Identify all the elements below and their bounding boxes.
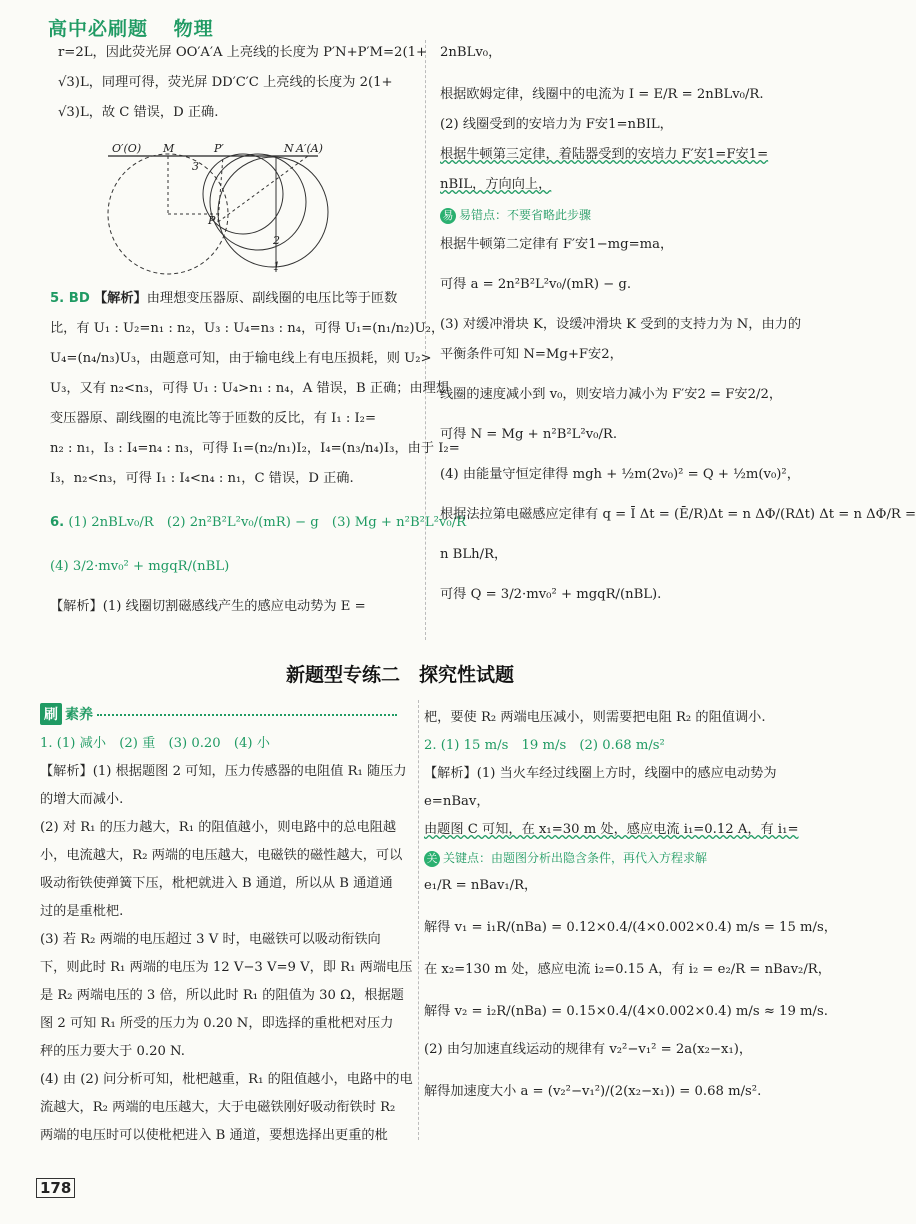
label-p1: P′ xyxy=(214,142,224,155)
text-line: 两端的电压时可以使枇杷进入 B 通道，要想选择出更重的枇 xyxy=(40,1128,388,1143)
right-top-column xyxy=(440,38,916,610)
text-line: 秤的压力要大于 0.20 N. xyxy=(40,1044,185,1059)
text-line: I₃，n₂<n₃，可得 I₁ : I₄<n₄ : n₁，C 错误，D 正确. xyxy=(50,471,354,486)
tip-text: 易错点：不要省略此步骤 xyxy=(459,208,592,222)
label-m: M xyxy=(163,142,175,155)
text-line: 根据欧姆定律，线圈中的电流为 I = E/R = 2nBLv₀/R. xyxy=(440,87,764,102)
orbit-circle-1 xyxy=(218,157,328,267)
text-line: 解得加速度大小 a = (v₂²−v₁²)/(2(x₂−x₁)) = 0.68 m/s². xyxy=(424,1084,762,1099)
label-2: 2 xyxy=(273,234,280,247)
tip-text: 关键点：由题图分析出隐含条件，再代入方程求解 xyxy=(443,851,708,865)
text-line: U₃，又有 n₂<n₃，可得 U₁ : U₄>n₁ : n₄，A 错误，B 正确；由理想 xyxy=(50,381,450,396)
column-divider xyxy=(425,40,426,640)
text-line: 图 2 可知 R₁ 所受的压力为 0.20 N，即选择的重枇杷对压力 xyxy=(40,1016,394,1031)
q6-answers-line xyxy=(50,508,467,538)
dotted-rule xyxy=(97,714,397,716)
text-line: 可得 a = 2n²B²L²v₀/(mR) − g. xyxy=(440,277,632,292)
text-line: 过的是重枇杷. xyxy=(40,904,124,919)
text-line: n BLh/R， xyxy=(440,547,508,562)
subject-title: 物理 xyxy=(173,18,214,40)
text-line: (4) 由能量守恒定律得 mgh + ½m(2v₀)² = Q + ½m(v₀)²， xyxy=(440,467,800,482)
text-line: 根据法拉第电磁感应定律有 q = Ī Δt = (Ē/R)Δt = n ΔΦ/(RΔt) Δt = n ΔΦ/R = xyxy=(440,507,916,522)
text-line: 解得 v₁ = i₁R/(nBa) = 0.12×0.4/(4×0.002×0.4) m/s = 15 m/s， xyxy=(424,920,837,935)
question-5-block xyxy=(50,284,467,622)
text-line: 平衡条件可知 N=Mg+F安2， xyxy=(440,347,623,362)
text-line: 是 R₂ 两端电压的 3 倍，所以此时 R₁ 的阻值为 30 Ω，根据题 xyxy=(40,988,404,1003)
label-3: 3 xyxy=(192,160,199,173)
label-n: N xyxy=(284,142,294,155)
text-line: e₁/R = nBav₁/R， xyxy=(424,878,538,893)
text-line: √3)L，同理可得，荧光屏 DD′C′C 上亮线的长度为 2(1+ xyxy=(58,75,393,90)
wavy-highlight-line: nBIL，方向向上， xyxy=(440,177,552,192)
text-line: 下，则此时 R₁ 两端的电压为 12 V−3 V=9 V，即 R₁ 两端电压 xyxy=(40,960,413,975)
text-line: (2) 对 R₁ 的压力越大，R₁ 的阻值越小，则电路中的总电阻越 xyxy=(40,820,397,835)
text-line: 2nBLv₀， xyxy=(440,45,502,60)
text-line: (3) 对缓冲滑块 K，设缓冲滑块 K 受到的支持力为 N，由力的 xyxy=(440,317,802,332)
text-line: 根据牛顿第二定律有 F′安1−mg=ma， xyxy=(440,237,674,252)
text-line: 可得 Q = 3/2·mv₀² + mgqR/(nBL). xyxy=(440,587,662,602)
text-line: 小，电流越大，R₂ 两端的电压越大，电磁铁的磁性越大，可以 xyxy=(40,848,403,863)
text-line: 【解析】(1) 根据题图 2 可知，压力传感器的电阻值 R₁ 随压力 xyxy=(40,764,407,779)
text-line: (3) 若 R₂ 两端的电压超过 3 V 时，电磁铁可以吸动衔铁向 xyxy=(40,932,381,947)
label-1: 1 xyxy=(273,260,280,273)
section-title: 新题型专练二 探究性试题 xyxy=(285,664,514,686)
column-divider xyxy=(418,700,419,1140)
wavy-highlight-line: 由题图 C 可知，在 x₁=30 m 处，感应电流 i₁=0.12 A，有 i₁= xyxy=(424,822,799,837)
text-line: r=2L，因此荧光屏 OO′A′A 上亮线的长度为 P′N+P′M=2(1+ xyxy=(58,45,428,60)
answer-line: 2. (1) 15 m/s 19 m/s (2) 0.68 m/s² xyxy=(424,738,665,753)
tip-icon: 易 xyxy=(440,208,456,224)
key-icon: 关 xyxy=(424,851,440,867)
text-line: 吸动衔铁使弹簧下压，枇杷就进入 B 通道，所以从 B 通道通 xyxy=(40,876,393,891)
text-line: (2) 由匀加速直线运动的规律有 v₂²−v₁² = 2a(x₂−x₁)， xyxy=(424,1042,753,1057)
left-bottom-column xyxy=(40,730,412,1150)
text-line: 线圈的速度减小到 v₀，则安培力减小为 F′安2 = F安2/2， xyxy=(440,387,783,402)
text-line: (4) 由 (2) 问分析可知，枇杷越重，R₁ 的阻值越小，电路中的电 xyxy=(40,1072,413,1087)
answers: (1) 2nBLv₀/R (2) 2n²B²L²v₀/(mR) − g (3) Mg + n²B²L²v₀/R xyxy=(68,515,467,530)
left-top-column xyxy=(58,38,428,128)
badge-label: 刷 xyxy=(40,703,62,725)
analysis-tag: 【解析】 xyxy=(93,291,147,306)
question-number: 6. xyxy=(50,515,65,530)
text-line: 解得 v₂ = i₂R/(nBa) = 0.15×0.4/(4×0.002×0.4) m/s ≈ 19 m/s. xyxy=(424,1004,828,1019)
text-span: 由理想变压器原、副线圈的电压比等于匝数 xyxy=(146,291,398,306)
label-o: O′(O) xyxy=(112,142,142,155)
text-line: 【解析】(1) 线圈切割磁感线产生的感应电动势为 E = xyxy=(50,599,366,614)
text-line: 比，有 U₁ : U₂=n₁ : n₂，U₃ : U₄=n₃ : n₄，可得 U₁=(n₁/n₂)U₂， xyxy=(50,321,445,336)
text-line: 在 x₂=130 m 处，感应电流 i₂=0.15 A，有 i₂ = e₂/R = nBav₂/R， xyxy=(424,962,831,977)
dashed-line xyxy=(218,156,308,222)
trajectory-figure xyxy=(108,142,323,277)
text-line: (2) 线圈受到的安培力为 F安1=nBIL， xyxy=(440,117,673,132)
question-number: 5. BD xyxy=(50,291,90,306)
text-line: U₄=(n₄/n₃)U₃，由题意可知，由于输电线上有电压损耗，则 U₂> xyxy=(50,351,432,366)
label-a: A′(A) xyxy=(296,142,323,155)
wavy-highlight-line: 根据牛顿第三定律，着陆器受到的安培力 F′安1=F安1= xyxy=(440,147,769,162)
text-line: 可得 N = Mg + n²B²L²v₀/R. xyxy=(440,427,618,442)
section-badge xyxy=(40,703,397,725)
text-line xyxy=(50,284,416,314)
answer-line: 1. (1) 减小 (2) 重 (3) 0.20 (4) 小 xyxy=(40,736,270,751)
text-line: 杷，要使 R₂ 两端电压减小，则需要把电阻 R₂ 的阻值调小. xyxy=(424,710,766,725)
book-title: 高中必刷题 xyxy=(48,18,149,40)
tip-line xyxy=(440,200,780,230)
text-line: 的增大而减小. xyxy=(40,792,124,807)
q6-answers-line-2: (4) 3/2·mv₀² + mgqR/(nBL) xyxy=(50,559,230,574)
right-bottom-column xyxy=(424,704,837,1106)
text-line: 流越大，R₂ 两端的电压越大，大于电磁铁刚好吸动衔铁时 R₂ xyxy=(40,1100,396,1115)
text-line: n₂ : n₁，I₃ : I₄=n₄ : n₃，可得 I₁=(n₂/n₁)I₂，I₄=(n₃/n₄)I₃，由于 I₂= xyxy=(50,441,460,456)
tip-line xyxy=(424,844,784,872)
text-line: 【解析】(1) 当火车经过线圈上方时，线圈中的感应电动势为 xyxy=(424,766,777,781)
text-line: e=nBav， xyxy=(424,794,490,809)
text-line: 变压器原、副线圈的电流比等于匝数的反比，有 I₁ : I₂= xyxy=(50,411,376,426)
text-line: √3)L，故 C 错误，D 正确. xyxy=(58,105,219,120)
page-number: 178 xyxy=(36,1178,75,1198)
label-p: P xyxy=(208,214,216,227)
page-header xyxy=(48,14,232,41)
badge-text: 素养 xyxy=(65,707,93,723)
